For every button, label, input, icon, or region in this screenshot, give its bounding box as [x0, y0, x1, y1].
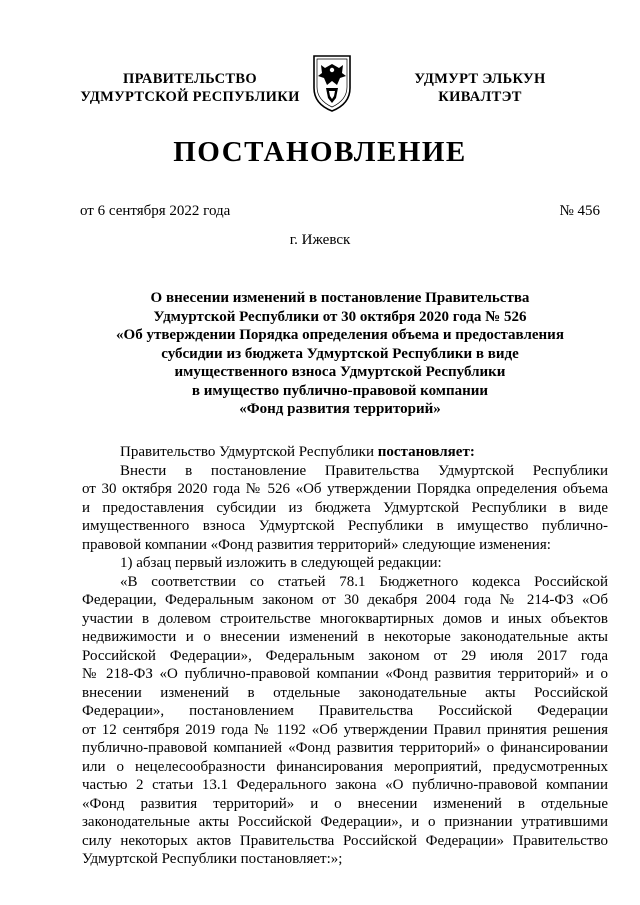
body-line: от 12 сентября 2019 года № 1192 «Об утверждении Правил принятия решения	[82, 721, 608, 738]
body-line: и предоставления субсидии из бюджета Удмуртской Республики в виде	[82, 499, 608, 516]
body-line: участии в долевом строительстве многоквартирных домов и иных объектов	[82, 610, 608, 627]
body-line: от 30 октября 2020 года № 526 «Об утверждении Порядка определения объема	[82, 481, 608, 497]
document-title: ПОСТАНОВЛЕНИЕ	[173, 136, 467, 168]
header-government-udm	[360, 70, 600, 106]
intro-text: Правительство Удмуртской Республики	[120, 444, 374, 460]
body-line: недвижимости и о внесении изменений в некоторые законодательные акты	[82, 629, 608, 645]
heading-line: имущественного взноса Удмуртской Республики	[174, 364, 506, 380]
body-line: частью 2 статьи 13.1 Федерального закона «О публично-правовой компании	[82, 777, 608, 793]
body-line: силу некоторых актов Правительства Российской Федерации» Правительство	[82, 832, 608, 849]
header-left-line-1: ПРАВИТЕЛЬСТВО	[123, 71, 257, 87]
header-left-line-2: УДМУРТСКОЙ РЕСПУБЛИКИ	[80, 89, 300, 105]
heading-line: О внесении изменений в постановление Правительства	[150, 290, 530, 306]
resolution-body	[82, 443, 608, 869]
body-line: имущественного взноса Удмуртской Республики в имущество публично-	[82, 518, 608, 534]
udmurt-coat-of-arms-icon	[312, 54, 352, 112]
body-line: Федерации», постановлением Правительства Российской Федерации	[82, 703, 608, 719]
body-line: Внести в постановление Правительства Удмуртской Республики	[120, 462, 608, 479]
body-line: или о нецелесообразности финансирования мероприятий, предусмотренных	[82, 758, 608, 775]
header-right-line-2: КИВАЛТЭТ	[438, 89, 522, 105]
document-date: от 6 сентября 2022 года	[80, 203, 231, 219]
body-line: «Фонд развития территорий» и о внесении изменений в отдельные	[82, 795, 608, 812]
heading-line: «Фонд развития территорий»	[239, 401, 441, 417]
body-line: Федерации, Федеральным законом от 30 декабря 2004 года № 214-ФЗ «Об	[82, 592, 608, 608]
heading-line: Удмуртской Республики от 30 октября 2020 года № 526	[153, 308, 527, 325]
document-city: г. Ижевск	[289, 232, 351, 248]
body-line: Удмуртской Республики постановляет:»;	[82, 851, 343, 867]
document-number: № 456	[559, 203, 600, 219]
body-line: «В соответствии со статьей 78.1 Бюджетного кодекса Российской	[120, 573, 608, 590]
body-line: законодательные акты Российской Федерации», и о признании утратившими	[82, 814, 608, 830]
intro-paragraph	[82, 443, 608, 462]
intro-bold: постановляет:	[377, 444, 475, 460]
body-line: правовой компании «Фонд развития территорий» следующие изменения:	[82, 536, 551, 553]
resolution-heading	[70, 289, 610, 419]
body-line: № 218-ФЗ «О публично-правовой компании «Фонд развития территорий» и о	[82, 666, 608, 682]
header-right-line-1: УДМУРТ ЭЛЬКУН	[414, 71, 546, 87]
body-line: Российской Федерации», Федеральным законом от 29 июля 2017 года	[82, 647, 608, 664]
heading-line: «Об утверждении Порядка определения объема и предоставления	[116, 327, 564, 343]
heading-line: в имущество публично-правовой компании	[191, 382, 489, 399]
body-line: 1) абзац первый изложить в следующей редакции:	[120, 555, 442, 571]
header-government-ru	[60, 70, 320, 106]
body-line: публично-правовой компанией «Фонд развития территорий» о финансировании	[82, 740, 608, 756]
heading-line: субсидии из бюджета Удмуртской Республики в виде	[161, 345, 519, 362]
body-line: внесении изменений в отдельные законодательные акты Российской	[82, 684, 608, 701]
